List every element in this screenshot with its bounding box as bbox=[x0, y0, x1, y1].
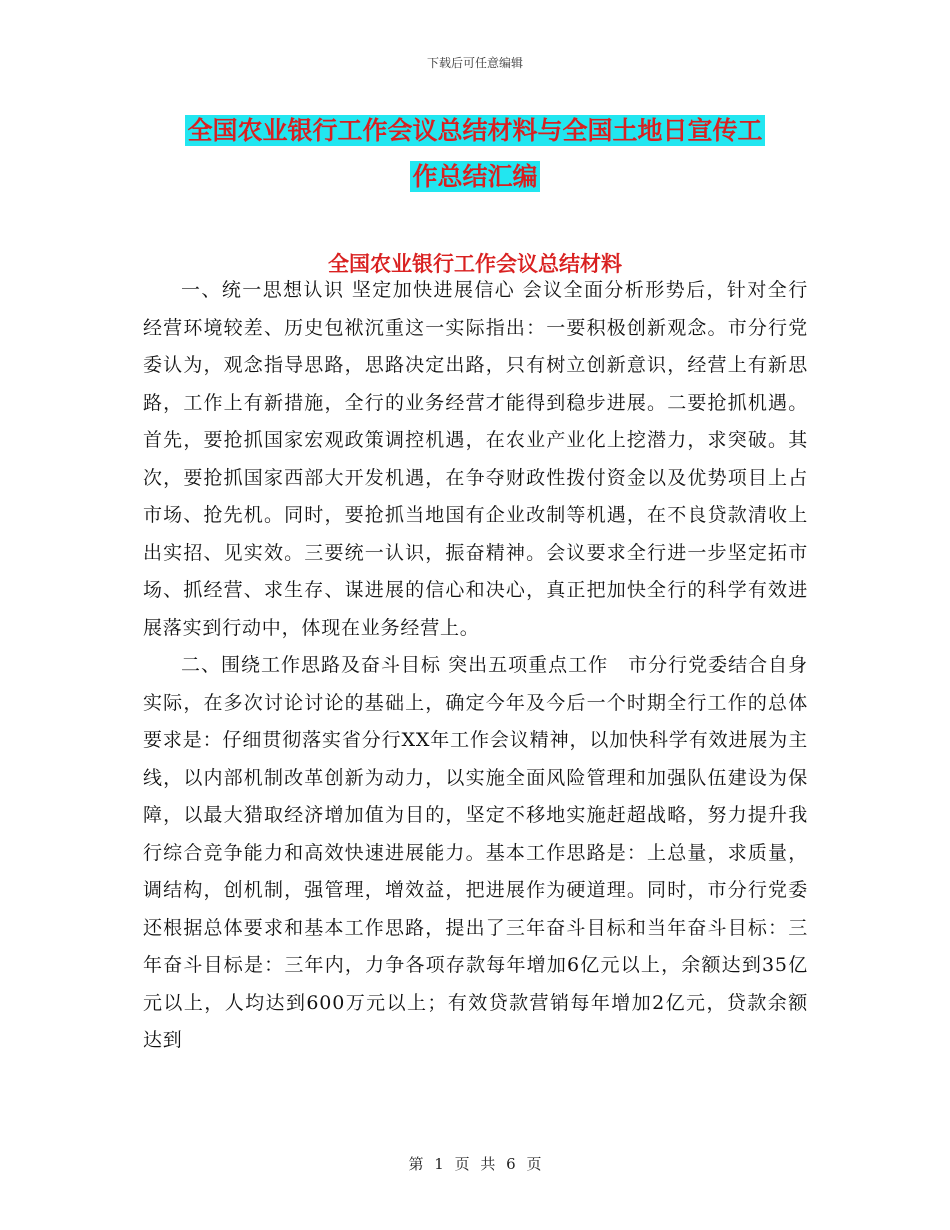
page-footer: 第 1 页 共 6 页 bbox=[408, 1155, 542, 1173]
title-line-2: 作总结汇编 bbox=[412, 162, 538, 191]
title-line-1: 全国农业银行工作会议总结材料与全国土地日宣传工 bbox=[187, 116, 763, 145]
body-text bbox=[143, 272, 808, 1060]
paragraph-2: 二、围绕工作思路及奋斗目标 突出五项重点工作 市分行党委结合自身实际，在多次讨论讨论的基础上，确定今年及今后一个时期全行工作的总体要求是：仔细贯彻落实省分行XX年工作会议精神，以加快科学有效进展为主线，以内部机制改革创新为动力，以实施全面风险管理和加强队伍建设为保障，以最大猎取经济增加值为目的，坚定不移地实施赶超战略，努力提升我行综合竞争能力和高效快速进展能力。基本工作思路是：上总量，求质量，调结构，创机制，强管理，增效益，把进展作为硬道理。同时，市分行党委还根据总体要求和基本工作思路，提出了三年奋斗目标和当年奋斗目标：三年奋斗目标是：三年内，力争各项存款每年增加6亿元以上，余额达到35亿元以上，人均达到600万元以上；有效贷款营销每年增加2亿元，贷款余额达到 bbox=[143, 654, 808, 1051]
paragraph-1: 一、统一思想认识 坚定加快进展信心 会议全面分析形势后，针对全行经营环境较差、历史包袱沉重这一实际指出：一要积极创新观念。市分行党委认为，观念指导思路，思路决定出路，只有树立创新意识，经营上有新思路，工作上有新措施，全行的业务经营才能得到稳步进展。二要抢抓机遇。首先，要抢抓国家宏观政策调控机遇，在农业产业化上挖潜力，求突破。其次，要抢抓国家西部大开发机遇，在争夺财政性拨付资金以及优势项目上占市场、抢先机。同时，要抢抓当地国有企业改制等机遇，在不良贷款清收上出实招、见实效。三要统一认识，振奋精神。会议要求全行进一步坚定拓市场、抓经营、求生存、谋进展的信心和决心，真正把加快全行的科学有效进展落实到行动中，体现在业务经营上。 bbox=[143, 279, 808, 639]
document-title bbox=[120, 108, 830, 200]
section-title: 全国农业银行工作会议总结材料 bbox=[328, 252, 622, 276]
header-note: 下载后可任意编辑 bbox=[426, 56, 523, 70]
